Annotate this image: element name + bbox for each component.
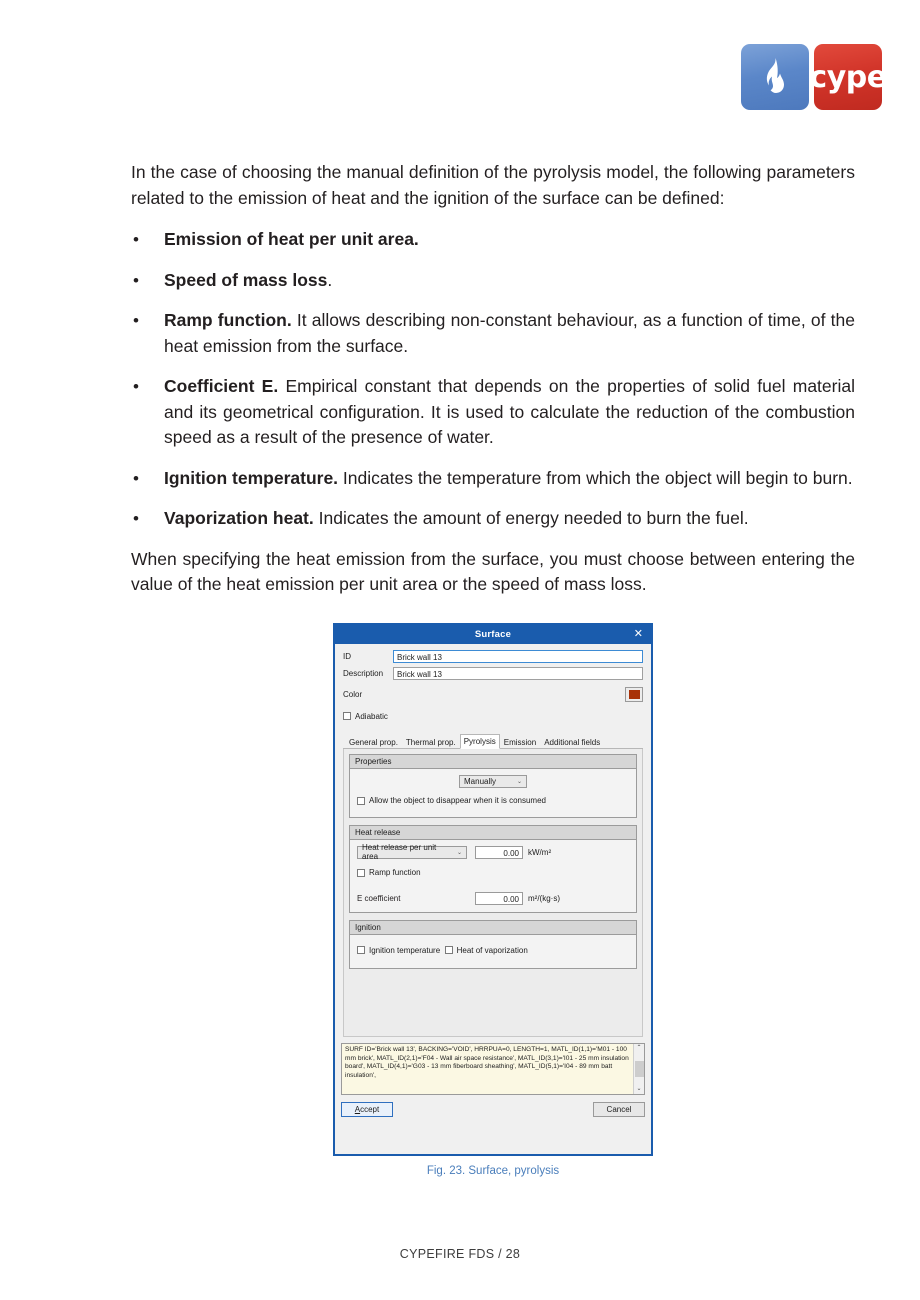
chevron-down-icon: ⌄ bbox=[516, 779, 522, 785]
list-item bbox=[131, 466, 855, 492]
checkbox-box bbox=[357, 869, 365, 877]
document-content bbox=[131, 160, 855, 598]
heat-release-type-value: Heat release per unit area bbox=[362, 843, 437, 861]
e-coefficient-row bbox=[357, 892, 629, 905]
list-item bbox=[131, 506, 855, 532]
bullet-marker: • bbox=[133, 270, 139, 290]
parameter-bullet-list bbox=[131, 227, 855, 532]
adiabatic-checkbox[interactable] bbox=[343, 712, 388, 721]
list-item-desc: Empirical constant that depends on the properties of solid fuel material and its geometrical configuration. It is used to calculate the reduction of the combustion speed as a result of the presence of water. bbox=[164, 376, 855, 447]
e-coefficient-label: E coefficient bbox=[357, 894, 401, 903]
description-input[interactable]: Brick wall 13 bbox=[393, 667, 643, 680]
pyrolysis-mode-select[interactable] bbox=[459, 775, 527, 788]
dialog-titlebar bbox=[335, 625, 651, 644]
heat-release-group-title: Heat release bbox=[350, 826, 636, 840]
tab-thermal-prop[interactable]: Thermal prop. bbox=[405, 738, 456, 747]
scroll-down-icon[interactable]: ⌄ bbox=[636, 1086, 642, 1092]
dialog-body bbox=[335, 644, 651, 1037]
color-swatch-button[interactable] bbox=[625, 687, 643, 702]
properties-group-body bbox=[350, 769, 636, 817]
close-icon[interactable]: ✕ bbox=[633, 628, 643, 640]
bullet-marker: • bbox=[133, 468, 139, 488]
id-input[interactable]: Brick wall 13 bbox=[393, 650, 643, 663]
scrollbar-thumb[interactable] bbox=[635, 1061, 644, 1077]
id-label: ID bbox=[343, 652, 351, 661]
accept-rest: ccept bbox=[360, 1105, 380, 1114]
description-label: Description bbox=[343, 669, 384, 678]
bullet-marker: • bbox=[133, 311, 139, 330]
color-swatch bbox=[629, 690, 640, 699]
adiabatic-label: Adiabatic bbox=[355, 711, 388, 721]
ignition-temperature-label: Ignition temperature bbox=[369, 945, 441, 955]
chevron-down-icon: ⌄ bbox=[456, 849, 462, 856]
accept-button[interactable] bbox=[341, 1102, 393, 1117]
heat-of-vaporization-checkbox[interactable] bbox=[445, 946, 528, 955]
ramp-function-checkbox[interactable] bbox=[357, 868, 421, 877]
checkbox-box bbox=[357, 946, 365, 954]
color-label: Color bbox=[343, 689, 363, 699]
description-field-row bbox=[343, 667, 643, 680]
closing-paragraph: When specifying the heat emission from the surface, you must choose between entering the value of the heat emission per unit area or the speed of mass loss. bbox=[131, 548, 855, 594]
pyrolysis-tab-panel bbox=[343, 749, 643, 1037]
list-item-desc: It allows describing non-constant behaviour, as a function of time, of the heat emission from the surface. bbox=[164, 310, 855, 356]
pyrolysis-mode-value: Manually bbox=[464, 777, 497, 786]
bullet-marker: • bbox=[133, 377, 139, 396]
list-item bbox=[131, 374, 855, 451]
code-scrollbar[interactable] bbox=[633, 1044, 644, 1094]
e-coefficient-unit: m²/(kg·s) bbox=[528, 894, 560, 903]
list-item-term: Ramp function. bbox=[164, 310, 292, 330]
checkbox-box bbox=[357, 797, 365, 805]
flame-icon bbox=[760, 57, 790, 97]
ignition-group-title: Ignition bbox=[350, 921, 636, 935]
e-coefficient-input[interactable]: 0.00 bbox=[475, 892, 523, 905]
figure-caption: Fig. 23. Surface, pyrolysis bbox=[426, 1165, 560, 1177]
accept-accel: A bbox=[354, 1105, 361, 1114]
cype-wordmark: cype bbox=[809, 59, 887, 95]
ignition-temperature-checkbox[interactable] bbox=[357, 946, 440, 955]
bullet-marker: • bbox=[133, 230, 139, 249]
cype-wordmark-tile bbox=[809, 44, 887, 110]
list-item bbox=[131, 268, 855, 294]
heat-release-unit: kW/m² bbox=[528, 847, 552, 857]
properties-group-title: Properties bbox=[350, 755, 636, 769]
fds-code-preview bbox=[341, 1043, 645, 1095]
list-item bbox=[131, 227, 855, 253]
figure-surface-pyrolysis bbox=[333, 623, 653, 1177]
list-item-term: Ignition temperature. bbox=[164, 467, 339, 488]
intro-paragraph: In the case of choosing the manual definition of the pyrolysis model, the following parameters related to the emission of heat and the ignition of the surface can be defined: bbox=[131, 162, 855, 208]
disappear-checkbox[interactable] bbox=[357, 796, 546, 805]
tab-pyrolysis[interactable]: Pyrolysis bbox=[460, 734, 500, 749]
list-item-desc: . bbox=[327, 269, 333, 290]
dialog-tabs bbox=[343, 733, 643, 749]
id-field-row bbox=[343, 650, 643, 663]
surface-dialog bbox=[333, 623, 653, 1156]
heat-release-type-select[interactable] bbox=[357, 843, 467, 861]
heat-of-vaporization-label: Heat of vaporization bbox=[456, 945, 528, 955]
heat-release-type-row bbox=[357, 843, 629, 861]
tab-general-prop[interactable]: General prop. bbox=[349, 738, 398, 747]
ignition-group-body bbox=[350, 935, 636, 968]
list-item-term: Emission of heat per unit area. bbox=[164, 229, 419, 249]
list-item-term: Speed of mass loss bbox=[164, 269, 328, 290]
list-item bbox=[131, 308, 855, 359]
checkbox-box bbox=[343, 712, 351, 720]
list-item-desc: Indicates the temperature from which the object will begin to burn. bbox=[338, 467, 853, 488]
heat-release-group-body bbox=[350, 840, 636, 913]
disappear-label: Allow the object to disappear when it is consumed bbox=[369, 796, 546, 805]
scroll-up-icon[interactable]: ⌃ bbox=[636, 1045, 642, 1051]
list-item-term: Vaporization heat. bbox=[164, 508, 314, 528]
cancel-button[interactable]: Cancel bbox=[593, 1102, 645, 1117]
fds-code-text[interactable]: SURF ID='Brick wall 13', BACKING='VOID', HRRPUA=0, LENGTH=1, MATL_ID(1,1)='M01 - 100 mm brick', MATL_ID(2,1)='F04 - Wall air space resistance', MATL_ID(3,1)='I01 - 25 mm insulation board', MATL_ID(4,1)='G03 - 13 mm fiberboard sheathing', MATL_ID(5,1)='I04 - 89 mm batt insulation', bbox=[345, 1046, 631, 1079]
color-field-row bbox=[343, 686, 643, 702]
bullet-marker: • bbox=[133, 509, 139, 528]
dialog-title: Surface bbox=[474, 629, 512, 640]
checkbox-box bbox=[445, 946, 453, 954]
list-item-term: Coefficient E. bbox=[164, 376, 279, 396]
list-item-desc: Indicates the amount of energy needed to burn the fuel. bbox=[313, 508, 749, 528]
flame-logo-tile bbox=[741, 44, 809, 110]
page-footer: CYPEFIRE FDS / 28 bbox=[399, 1247, 521, 1261]
tab-additional-fields[interactable]: Additional fields bbox=[544, 738, 601, 747]
properties-group bbox=[349, 754, 637, 818]
heat-release-value-input[interactable]: 0.00 bbox=[475, 846, 523, 859]
cype-logo bbox=[741, 44, 887, 110]
ignition-group bbox=[349, 920, 637, 969]
heat-release-group bbox=[349, 825, 637, 914]
dialog-buttons bbox=[341, 1102, 645, 1117]
tab-emission[interactable]: Emission bbox=[503, 738, 537, 747]
ramp-function-label: Ramp function bbox=[369, 868, 421, 877]
